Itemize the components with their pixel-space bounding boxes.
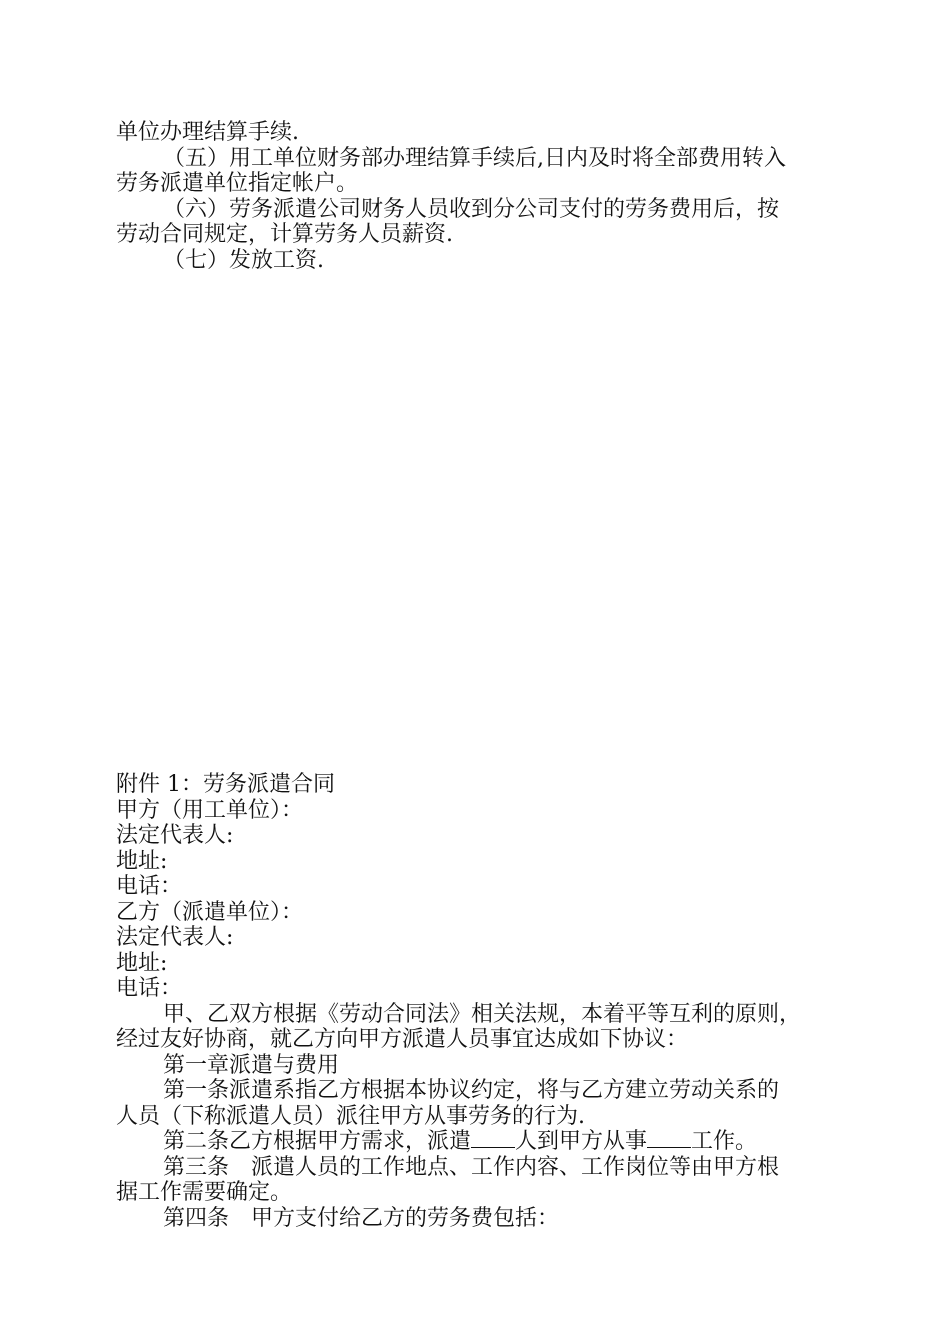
- party-b-phone: 电话：: [116, 976, 183, 1001]
- headcount-blank: [471, 1129, 515, 1148]
- article-two-text-3: 工作。: [691, 1129, 758, 1154]
- article-one-line-1: 第一条派遣系指乙方根据本协议约定，将与乙方建立劳动关系的: [163, 1078, 780, 1103]
- party-b-label: 乙方（派遣单位）：: [116, 899, 304, 925]
- procedure-line-6: （七）发放工资.: [163, 247, 324, 273]
- party-b-address: 地址:: [116, 950, 168, 976]
- procedure-line-4: （六）劳务派遣公司财务人员收到分公司支付的劳务费用后，按: [163, 196, 780, 222]
- article-four: 第四条 甲方支付给乙方的劳务费包括：: [163, 1205, 560, 1231]
- article-one-line-2: 人员（下称派遣人员）派往甲方从事劳务的行为.: [116, 1103, 585, 1129]
- procedure-line-2: （五）用工单位财务部办理结算手续后,日内及时将全部费用转入: [163, 145, 786, 171]
- procedure-line-1: 单位办理结算手续.: [116, 120, 299, 145]
- party-a-phone: 电话：: [116, 874, 183, 899]
- article-two-text-2: 人到甲方从事: [515, 1129, 648, 1154]
- article-two-text-1: 第二条乙方根据甲方需求，派遣: [163, 1129, 472, 1154]
- preamble-line-2: 经过友好协商，就乙方向甲方派遣人员事宜达成如下协议：: [116, 1027, 689, 1052]
- party-a-address: 地址:: [116, 848, 168, 874]
- party-b-representative: 法定代表人:: [116, 925, 234, 950]
- preamble-line-1: 甲、乙双方根据《劳动合同法》相关法规，本着平等互利的原则，: [163, 1001, 802, 1027]
- settlement-procedure-section: [116, 120, 876, 273]
- chapter-one-heading: 第一章派遣与费用: [163, 1052, 340, 1078]
- party-a-representative: 法定代表人:: [116, 823, 234, 848]
- procedure-line-3: 劳务派遣单位指定帐户。: [116, 171, 359, 196]
- work-type-blank: [647, 1129, 691, 1148]
- dispatch-contract-section: [116, 772, 876, 1231]
- article-three-line-1: 第三条 派遣人员的工作地点、工作内容、工作岗位等由甲方根: [163, 1154, 780, 1180]
- article-two: [116, 1129, 876, 1155]
- procedure-line-5: 劳动合同规定，计算劳务人员薪资.: [116, 222, 453, 247]
- contract-title: 附件 1：劳务派遣合同: [116, 772, 335, 797]
- article-three-line-2: 据工作需要确定。: [116, 1180, 293, 1205]
- party-a-label: 甲方（用工单位）：: [116, 797, 304, 823]
